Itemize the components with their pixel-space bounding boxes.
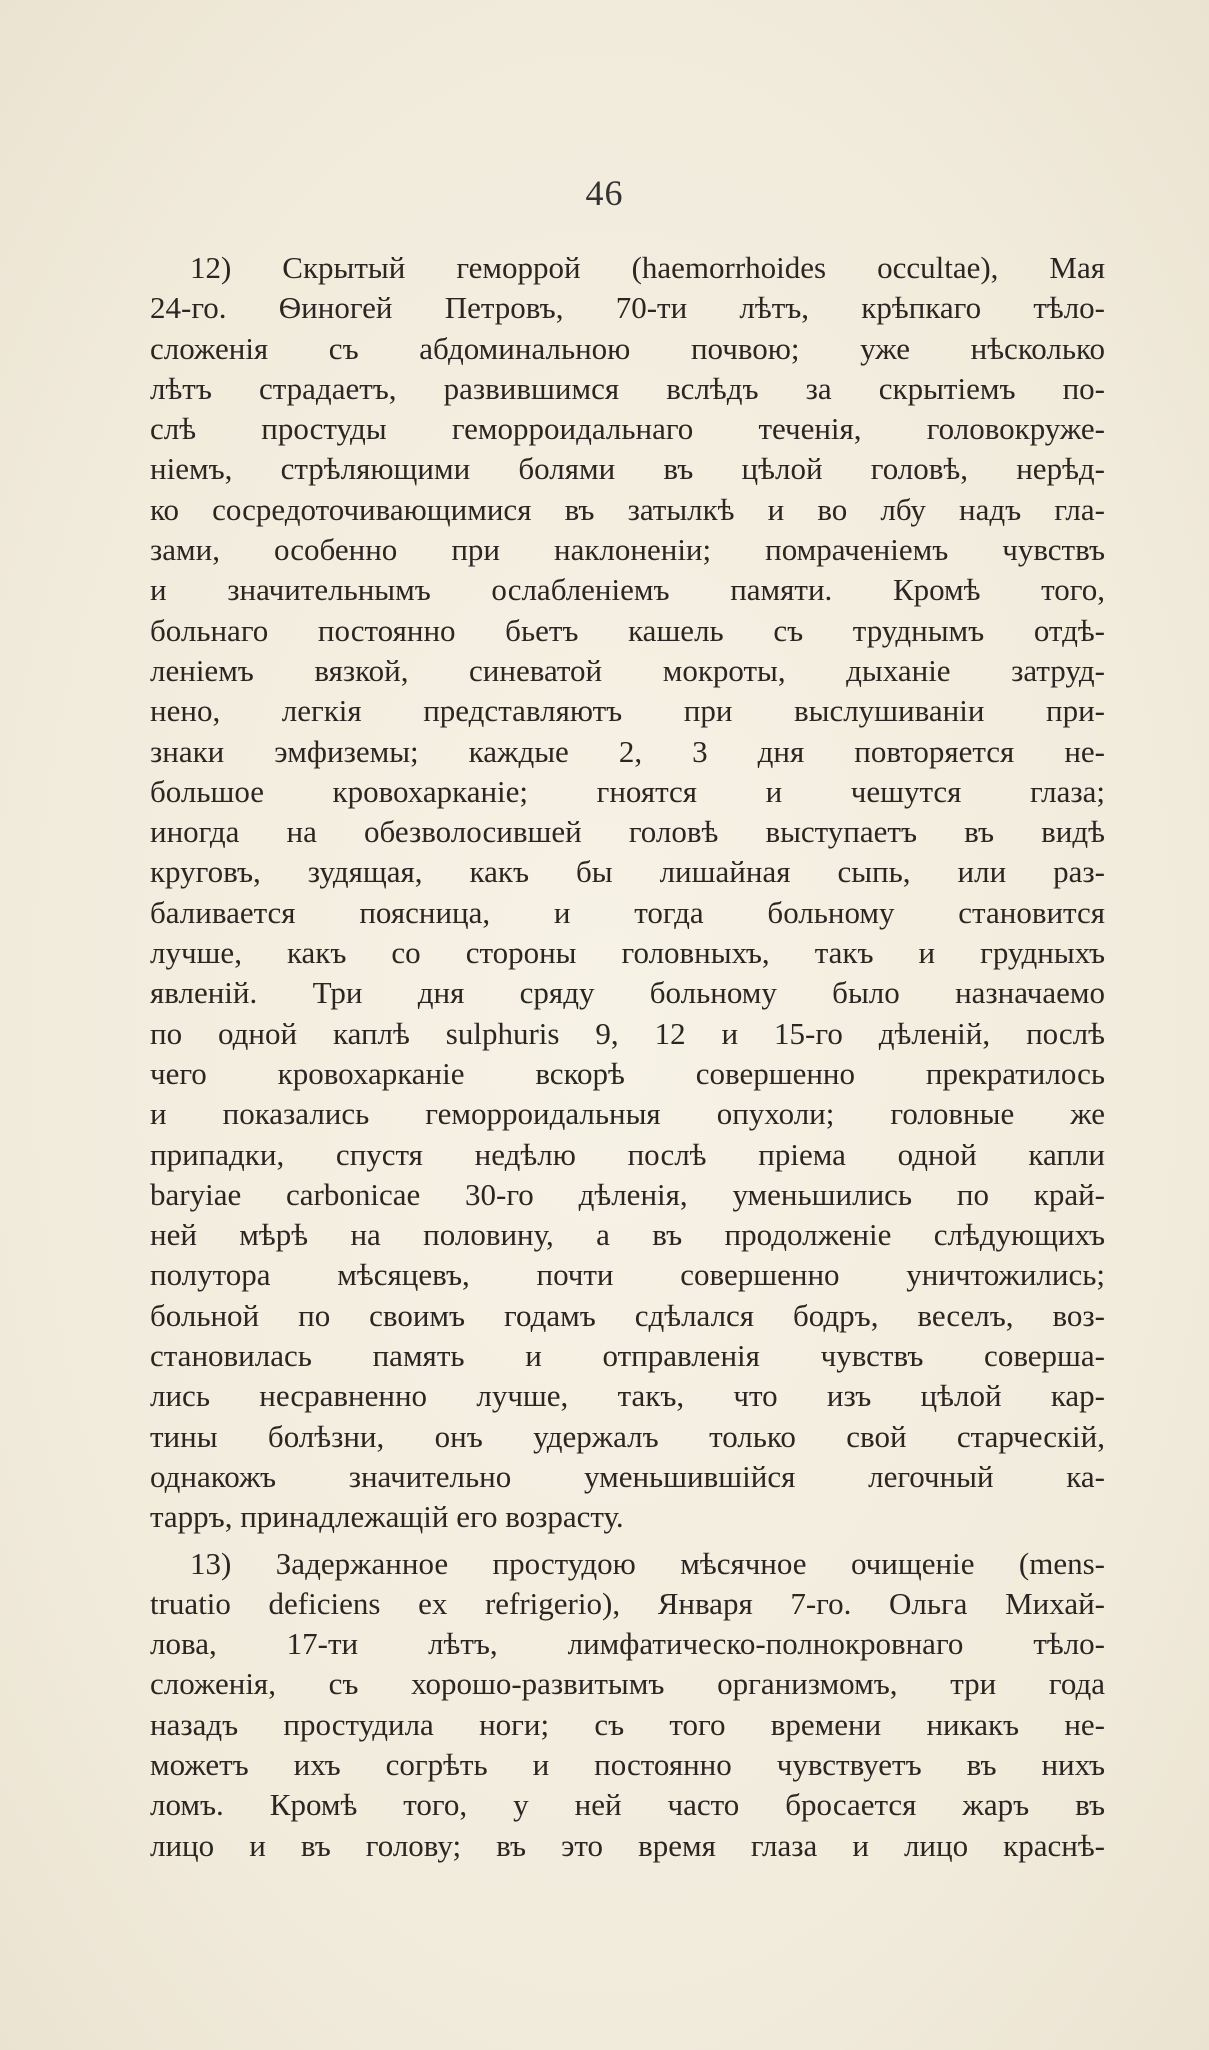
- text-line: ніемъ, стрѣляющими болями въ цѣлой головѣ, нерѣд-: [150, 451, 1105, 487]
- text-line: тарръ, принадлежащій его возрасту.: [150, 1499, 624, 1535]
- text-line: чего кровохарканіе вскорѣ совершенно прекратилось: [150, 1055, 1105, 1091]
- text-line: баливается поясница, и тогда больному становится: [150, 894, 1105, 930]
- text-line: сложенія, съ хорошо-развитымъ организмомъ, три года: [150, 1666, 1105, 1702]
- text-line: большое кровохарканіе; гноятся и чешутся глаза;: [150, 773, 1105, 809]
- text-line: нено, легкія представляютъ при выслушиваніи при-: [150, 693, 1105, 729]
- text-line: сложенія съ абдоминальною почвою; уже нѣсколько: [150, 330, 1105, 366]
- text-line: иногда на обезволосившей головѣ выступаетъ въ видѣ: [150, 814, 1105, 850]
- text-line: лова, 17-ти лѣтъ, лимфатическо-полнокровнаго тѣло-: [150, 1626, 1105, 1662]
- text-line: лицо и въ голову; въ это время глаза и лицо краснѣ-: [150, 1827, 1105, 1863]
- text-line: 24-го. Ѳиногей Петровъ, 70-ти лѣтъ, крѣпкаго тѣло-: [150, 290, 1105, 326]
- page-number: 46: [585, 173, 624, 213]
- text-line: и показались геморроидальныя опухоли; головные же: [150, 1096, 1105, 1132]
- text-line: truatio deficiens ex refrigerio), Января 7-го. Ольга Михай-: [150, 1585, 1105, 1621]
- text-line: леніемъ вязкой, синеватой мокроты, дыханіе затруд-: [150, 652, 1105, 688]
- text-line: однакожъ значительно уменьшившійся легочный ка-: [150, 1458, 1105, 1494]
- text-line: назадъ простудила ноги; съ того времени никакъ не-: [150, 1706, 1105, 1742]
- text-line: знаки эмфиземы; каждые 2, 3 дня повторяется не-: [150, 733, 1105, 769]
- text-line: ко сосредоточивающимися въ затылкѣ и во лбу надъ гла-: [150, 491, 1105, 527]
- text-line: больной по своимъ годамъ сдѣлался бодръ, веселъ, воз-: [150, 1297, 1105, 1333]
- paragraph-12: [150, 248, 1105, 1538]
- body-text: [150, 248, 1105, 1866]
- text-line: ней мѣрѣ на половину, а въ продолженіе слѣдующихъ: [150, 1217, 1105, 1253]
- text-line: лись несравненно лучше, такъ, что изъ цѣлой кар-: [150, 1378, 1105, 1414]
- text-line: лучше, какъ со стороны головныхъ, такъ и грудныхъ: [150, 935, 1105, 971]
- text-line: ломъ. Кромѣ того, у ней часто бросается жаръ въ: [150, 1787, 1105, 1823]
- text-line: и значительнымъ ослабленіемъ памяти. Кромѣ того,: [150, 572, 1105, 608]
- text-line: слѣ простуды геморроидальнаго теченія, головокруже-: [150, 411, 1105, 447]
- text-line: лѣтъ страдаетъ, развившимся вслѣдъ за скрытіемъ по-: [150, 370, 1105, 406]
- text-line: baryiae carbonicae 30-го дѣленія, уменьшились по край-: [150, 1176, 1105, 1212]
- text-line: тины болѣзни, онъ удержалъ только свой старческій,: [150, 1418, 1105, 1454]
- text-line: 12) Скрытый геморрой (haemorrhoides occultae), Мая: [190, 250, 1105, 285]
- paragraph-13: [150, 1544, 1105, 1866]
- text-line: зами, особенно при наклоненіи; помраченіемъ чувствъ: [150, 532, 1105, 568]
- text-line: круговъ, зудящая, какъ бы лишайная сыпь, или раз-: [150, 854, 1105, 890]
- text-line: полутора мѣсяцевъ, почти совершенно уничтожились;: [150, 1257, 1105, 1293]
- text-line: по одной каплѣ sulphuris 9, 12 и 15-го дѣленій, послѣ: [150, 1015, 1105, 1051]
- text-line: припадки, спустя недѣлю послѣ пріема одной капли: [150, 1136, 1105, 1172]
- text-line: можетъ ихъ согрѣть и постоянно чувствуетъ въ нихъ: [150, 1746, 1105, 1782]
- text-line: 13) Задержанное простудою мѣсячное очищеніе (mens-: [190, 1545, 1105, 1581]
- text-line: становилась память и отправленія чувствъ соверша-: [150, 1338, 1105, 1374]
- text-line: явленій. Три дня сряду больному было назначаемо: [150, 975, 1105, 1011]
- text-line: больнаго постоянно бьетъ кашель съ труднымъ отдѣ-: [150, 612, 1105, 648]
